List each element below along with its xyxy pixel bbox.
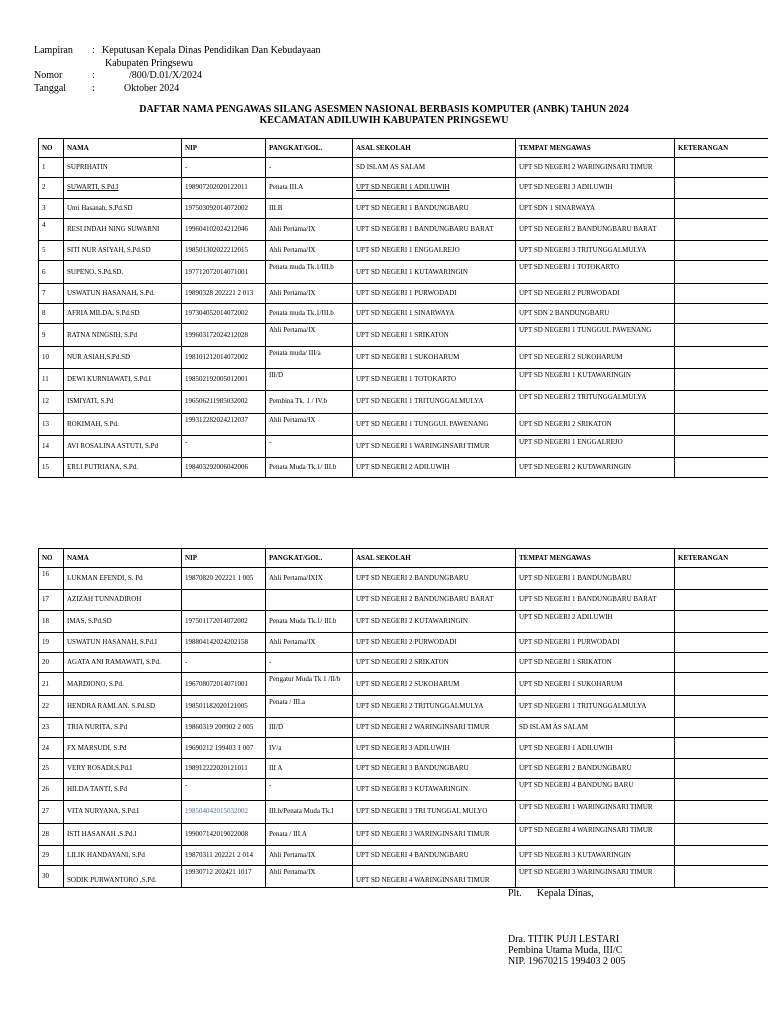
table-row xyxy=(39,458,768,478)
supervision-site: UPT SD NEGERI 3 KUTAWARINGIN xyxy=(516,845,675,865)
supervision-site: UPT SD NEGERI 2 SRIKATON xyxy=(516,413,675,435)
supervisor-name: SUPRIHATIN xyxy=(64,158,182,178)
origin-school: UPT SD NEGERI 1 TRITUNGGALMULYA xyxy=(353,391,516,413)
table-row xyxy=(39,632,768,652)
nip-value: 199604102024212046 xyxy=(182,218,266,240)
origin-school: UPT SD NEGERI 2 ADILUWIH xyxy=(353,458,516,478)
row-number: 21 xyxy=(39,673,64,695)
nip-value: 19860319 200902 2 005 xyxy=(182,718,266,738)
supervisor-name: LILIK HANDAYANI, S.Pd xyxy=(64,845,182,865)
table-row xyxy=(39,758,768,778)
row-number: 2 xyxy=(39,178,64,198)
table-row xyxy=(39,283,768,303)
supervision-site: UPT SD NEGERI 2 PURWODADI xyxy=(516,283,675,303)
supervision-site: UPT SD NEGERI 1 TRITUNGGALMULYA xyxy=(516,695,675,717)
supervisor-name: IMAS, S.Pd.SD xyxy=(64,610,182,632)
table-row xyxy=(39,368,768,390)
origin-school: UPT SD NEGERI 3 BANDUNGBARU xyxy=(353,758,516,778)
table-row xyxy=(39,568,768,590)
table-row xyxy=(39,391,768,413)
supervisor-name: HENDRA RAMLAN. S.Pd.SD xyxy=(64,695,182,717)
table-row xyxy=(39,590,768,610)
table-row xyxy=(39,673,768,695)
remarks xyxy=(675,866,768,888)
origin-school: UPT SD NEGERI 1 KUTAWARINGIN xyxy=(353,261,516,283)
column-header-no: NO xyxy=(39,139,64,158)
nip-value: 198804142024202158 xyxy=(182,632,266,652)
origin-school: UPT SD NEGERI 3 WARINGINSARI TIMUR xyxy=(353,823,516,845)
row-number: 29 xyxy=(39,845,64,865)
remarks xyxy=(675,304,768,324)
supervision-site: UPT SD NEGERI 1 ENGGALREJO xyxy=(516,435,675,457)
row-number: 3 xyxy=(39,198,64,218)
supervisor-name: MARDIONO, S.Pd. xyxy=(64,673,182,695)
column-header-nama: NAMA xyxy=(64,139,182,158)
nip-value: 199312282024212037 xyxy=(182,413,266,435)
nip-value: 197712072014071001 xyxy=(182,261,266,283)
remarks xyxy=(675,178,768,198)
origin-school: UPT SD NEGERI 2 SUKOHARUM xyxy=(353,673,516,695)
origin-school: UPT SD NEGERI 2 SRIKATON xyxy=(353,653,516,673)
supervisor-name: SUWARTI, S.Pd.I xyxy=(64,178,182,198)
supervision-site: UPT SD NEGERI 3 WARINGINSARI TIMUR xyxy=(516,866,675,888)
supervision-site: UPT SD NEGERI 2 BANDUNGBARU BARAT xyxy=(516,218,675,240)
table-row xyxy=(39,346,768,368)
supervisor-name: Umi Hasanah, S.Pd.SD xyxy=(64,198,182,218)
remarks xyxy=(675,391,768,413)
remarks xyxy=(675,368,768,390)
nip-value: 197304052014072002 xyxy=(182,304,266,324)
origin-school: UPT SD NEGERI 3 ADILUWIH xyxy=(353,738,516,758)
row-number: 30 xyxy=(39,866,64,888)
signature-nip: NIP. 19670215 199403 2 005 xyxy=(508,956,626,967)
colon: : xyxy=(92,70,95,81)
supervisor-name: SODIK PURWANTORO ,S.Pd. xyxy=(64,866,182,888)
nip-value: 198504042015032002 xyxy=(182,801,266,823)
remarks xyxy=(675,283,768,303)
nip-value: - xyxy=(182,653,266,673)
supervision-site: UPT SD NEGERI 2 ADILUWIH xyxy=(516,610,675,632)
rank-value: Ahli Pertama/IX xyxy=(266,218,353,240)
table-row xyxy=(39,823,768,845)
origin-school: UPT SD NEGERI 2 WARINGINSARI TIMUR xyxy=(353,718,516,738)
supervisor-name: ISMIYATI, S.Pd xyxy=(64,391,182,413)
table-row xyxy=(39,413,768,435)
signature-rank: Pembina Utama Muda, III/C xyxy=(508,945,623,956)
origin-school: UPT SD NEGERI 1 SRIKATON xyxy=(353,324,516,346)
supervision-site: UPT SD NEGERI 2 BANDUNGBARU xyxy=(516,758,675,778)
origin-school: UPT SD NEGERI 2 BANDUNGBARU BARAT xyxy=(353,590,516,610)
supervisor-name: LUKMAN EFENDI, S. Pd xyxy=(64,568,182,590)
supervision-site: UPT SD NEGERI 4 BANDUNG BARU xyxy=(516,778,675,800)
document-title: DAFTAR NAMA PENGAWAS SILANG ASESMEN NASIONAL BERBASIS KOMPUTER (ANBK) TAHUN 2024 xyxy=(139,104,629,115)
supervision-site: UPT SD NEGERI 3 ADILUWIH xyxy=(516,178,675,198)
remarks xyxy=(675,695,768,717)
nomor-value: /800/D.01/X/2024 xyxy=(129,70,203,81)
row-number: 13 xyxy=(39,413,64,435)
origin-school: UPT SD NEGERI 2 KUTAWARINGIN xyxy=(353,610,516,632)
row-number: 12 xyxy=(39,391,64,413)
supervision-site: UPT SD NEGERI 2 KUTAWARINGIN xyxy=(516,458,675,478)
origin-school: UPT SD NEGERI 2 BANDUNGBARU xyxy=(353,568,516,590)
rank-value: Penata muda Tk.1/III.b xyxy=(266,304,353,324)
column-header-asal-sekolah: ASAL SEKOLAH xyxy=(353,549,516,568)
row-number: 24 xyxy=(39,738,64,758)
supervision-site: UPT SD NEGERI 1 TOTOKARTO xyxy=(516,261,675,283)
row-number: 18 xyxy=(39,610,64,632)
supervision-site: UPT SD NEGERI 1 PURWODADI xyxy=(516,632,675,652)
rank-value: III/D xyxy=(266,718,353,738)
row-number: 16 xyxy=(39,568,64,590)
supervisor-name: DEWI KURNIAWATI, S.Pd.I xyxy=(64,368,182,390)
column-header-pangkat: PANGKAT/GOL. xyxy=(266,139,353,158)
origin-school: UPT SD NEGERI 4 WARINGINSARI TIMUR xyxy=(353,866,516,888)
tanggal-label: Tanggal xyxy=(34,82,67,94)
supervisor-name: ERLI PUTRIANA, S.Pd. xyxy=(64,458,182,478)
nip-value: 19890328 202221 2 013 xyxy=(182,283,266,303)
row-number: 25 xyxy=(39,758,64,778)
supervisor-table-1 xyxy=(38,138,768,478)
row-number: 26 xyxy=(39,778,64,800)
supervision-site: UPT SD NEGERI 1 SUKOHARUM xyxy=(516,673,675,695)
remarks xyxy=(675,458,768,478)
table-row xyxy=(39,738,768,758)
table-row xyxy=(39,218,768,240)
supervision-site: UPT SD NEGERI 1 KUTAWARINGIN xyxy=(516,368,675,390)
nip-value: 199007142019022008 xyxy=(182,823,266,845)
supervisor-table-2 xyxy=(38,548,768,888)
supervisor-name: RESI INDAH NING SUWARNI xyxy=(64,218,182,240)
origin-school: UPT SD NEGERI 1 TOTOKARTO xyxy=(353,368,516,390)
row-number: 5 xyxy=(39,241,64,261)
column-header-tempat-mengawas: TEMPAT MENGAWAS xyxy=(516,139,675,158)
supervisor-name: ROKIMAH, S.Pd. xyxy=(64,413,182,435)
supervisor-name: NUR ASIAH,S.Pd.SD xyxy=(64,346,182,368)
supervisor-name: VERY ROSADI,S.Pd.I xyxy=(64,758,182,778)
table-body-1 xyxy=(39,158,768,478)
table-header-row xyxy=(39,139,768,158)
table-row xyxy=(39,241,768,261)
supervision-site: UPT SD NEGERI 1 BANDUNGBARU xyxy=(516,568,675,590)
nip-value: 198501302022212015 xyxy=(182,241,266,261)
table-row xyxy=(39,158,768,178)
row-number: 14 xyxy=(39,435,64,457)
remarks xyxy=(675,346,768,368)
remarks xyxy=(675,801,768,823)
supervision-site: UPT SD NEGERI 3 TRITUNGGALMULYA xyxy=(516,241,675,261)
rank-value: Penata / III.a xyxy=(266,695,353,717)
row-number: 17 xyxy=(39,590,64,610)
supervision-site: UPT SD NEGERI 1 WARINGINSARI TIMUR xyxy=(516,801,675,823)
rank-value: Ahli Pertama/IX xyxy=(266,845,353,865)
nip-value: 198501182020121005 xyxy=(182,695,266,717)
nip-value: 198101212014072002 xyxy=(182,346,266,368)
supervision-site: UPT SD NEGERI 2 SUKOHARUM xyxy=(516,346,675,368)
table-row xyxy=(39,261,768,283)
rank-value: III A xyxy=(266,758,353,778)
remarks xyxy=(675,823,768,845)
rank-value: Ahli Pertama/IX xyxy=(266,632,353,652)
nip-value: 196708072014071001 xyxy=(182,673,266,695)
table-row xyxy=(39,198,768,218)
nip-value: 198907202020122011 xyxy=(182,178,266,198)
rank-value: Ahli Pertama/IX xyxy=(266,413,353,435)
supervisor-name: USWATUN HASANAH, S.Pd.I xyxy=(64,632,182,652)
rank-value xyxy=(266,590,353,610)
document-subtitle: KECAMATAN ADILUWIH KABUPATEN PRINGSEWU xyxy=(259,115,509,126)
remarks xyxy=(675,653,768,673)
supervisor-name: FX MARSUDI, S.Pd xyxy=(64,738,182,758)
supervisor-name: AZIZAH TUNNADIROH xyxy=(64,590,182,610)
column-header-nip: NIP xyxy=(182,549,266,568)
row-number: 7 xyxy=(39,283,64,303)
origin-school: UPT SD NEGERI 1 BANDUNGBARU BARAT xyxy=(353,218,516,240)
nip-value: - xyxy=(182,778,266,800)
remarks xyxy=(675,158,768,178)
column-header-no: NO xyxy=(39,549,64,568)
nip-value: - xyxy=(182,158,266,178)
row-number: 6 xyxy=(39,261,64,283)
rank-value: Ahli Pertama/IX xyxy=(266,866,353,888)
signature-role: Kepala Dinas, xyxy=(537,888,594,899)
row-number: 23 xyxy=(39,718,64,738)
row-number: 10 xyxy=(39,346,64,368)
remarks xyxy=(675,632,768,652)
row-number: 20 xyxy=(39,653,64,673)
remarks xyxy=(675,738,768,758)
row-number: 19 xyxy=(39,632,64,652)
supervisor-name: AGATA ANI RAMAWATI, S.Pd. xyxy=(64,653,182,673)
origin-school: SD ISLAM AS SALAM xyxy=(353,158,516,178)
signature-name: Dra. TITIK PUJI LESTARI xyxy=(508,934,620,945)
supervisor-name: TRIA NURITA, S.Pd xyxy=(64,718,182,738)
rank-value: Ahli Pertama/IX xyxy=(266,324,353,346)
table-body-2 xyxy=(39,568,768,888)
remarks xyxy=(675,718,768,738)
row-number: 1 xyxy=(39,158,64,178)
table-row xyxy=(39,324,768,346)
origin-school: UPT SD NEGERI 2 TRITUNGGALMULYA xyxy=(353,695,516,717)
rank-value: - xyxy=(266,158,353,178)
lampiran-value-line2: Kabupaten Pringsewu xyxy=(105,57,194,69)
table-row xyxy=(39,845,768,865)
column-header-keterangan: KETERANGAN xyxy=(675,549,768,568)
lampiran-value: Keputusan Kepala Dinas Pendidikan Dan Kebudayaan xyxy=(102,45,321,56)
remarks xyxy=(675,218,768,240)
supervision-site: UPT SD NEGERI 2 WARINGINSARI TIMUR xyxy=(516,158,675,178)
origin-school: UPT SD NEGERI 1 BANDUNGBARU xyxy=(353,198,516,218)
nip-value: 19690212 199403 1 007 xyxy=(182,738,266,758)
rank-value: III/D xyxy=(266,368,353,390)
supervisor-name: USWATUN HASANAH, S.Pd. xyxy=(64,283,182,303)
remarks xyxy=(675,845,768,865)
rank-value: - xyxy=(266,435,353,457)
rank-value: - xyxy=(266,653,353,673)
rank-value: Pembina Tk. 1 / IV.b xyxy=(266,391,353,413)
nip-value: 19870311 202221 2 014 xyxy=(182,845,266,865)
rank-value: Penata Muda Tk.1/ III.b xyxy=(266,610,353,632)
rank-value: IV/a xyxy=(266,738,353,758)
row-number: 28 xyxy=(39,823,64,845)
nip-value: 197503092014072002 xyxy=(182,198,266,218)
column-header-nama: NAMA xyxy=(64,549,182,568)
supervisor-name: SITI NUR ASIYAH, S.Pd.SD xyxy=(64,241,182,261)
supervisor-name: AFRIA MILDA, S.Pd.SD xyxy=(64,304,182,324)
rank-value: Penata Muda Tk.1/ III.b xyxy=(266,458,353,478)
document-header xyxy=(34,45,321,95)
rank-value: Ahli Pertama/IX xyxy=(266,241,353,261)
colon: : xyxy=(92,45,95,56)
supervision-site: UPT SDN 2 BANDUNGBARU xyxy=(516,304,675,324)
origin-school: UPT SD NEGERI 4 BANDUNGBARU xyxy=(353,845,516,865)
supervision-site: UPT SD NEGERI 1 BANDUNGBARU BARAT xyxy=(516,590,675,610)
supervisor-name: SUPENO, S.Pd.SD. xyxy=(64,261,182,283)
nip-value xyxy=(182,590,266,610)
nip-value: - xyxy=(182,435,266,457)
supervisor-name: HILDA TANTI, S.Pd xyxy=(64,778,182,800)
origin-school: UPT SD NEGERI 1 PURWODADI xyxy=(353,283,516,303)
row-number: 9 xyxy=(39,324,64,346)
remarks xyxy=(675,241,768,261)
table-row xyxy=(39,435,768,457)
supervision-site: UPT SDN 1 SINARWAYA xyxy=(516,198,675,218)
nip-value: 198403292006042006 xyxy=(182,458,266,478)
supervision-site: UPT SD NEGERI 1 TUNGGUL PAWENANG xyxy=(516,324,675,346)
origin-school: UPT SD NEGERI 3 TRI TUNGGAL MULYO xyxy=(353,801,516,823)
rank-value: - xyxy=(266,778,353,800)
nip-value: 199603172024212028 xyxy=(182,324,266,346)
rank-value: Penata muda/ III/a xyxy=(266,346,353,368)
column-header-tempat-mengawas: TEMPAT MENGAWAS xyxy=(516,549,675,568)
remarks xyxy=(675,413,768,435)
table-row xyxy=(39,778,768,800)
table-row xyxy=(39,178,768,198)
column-header-keterangan: KETERANGAN xyxy=(675,139,768,158)
table-row xyxy=(39,801,768,823)
rank-value: Penata III.A xyxy=(266,178,353,198)
rank-value: Ahli Pertama/IX xyxy=(266,283,353,303)
row-number: 8 xyxy=(39,304,64,324)
supervisor-name: AVI ROSALINA ASTUTI, S.Pd xyxy=(64,435,182,457)
nip-value: 19930712 202421 1017 xyxy=(182,866,266,888)
origin-school: UPT SD NEGERI 1 SINARWAYA xyxy=(353,304,516,324)
rank-value: Penata muda Tk.1/III.b xyxy=(266,261,353,283)
row-number: 4 xyxy=(39,218,64,240)
rank-value: III.B xyxy=(266,198,353,218)
rank-value: Ahli Pertama/IXIX xyxy=(266,568,353,590)
nip-value: 196506211985032002 xyxy=(182,391,266,413)
table-row xyxy=(39,866,768,888)
rank-value: Pengatur Muda Tk 1 /II/b xyxy=(266,673,353,695)
table-row xyxy=(39,718,768,738)
supervisor-name: VITA NURYANA, S.Pd.I xyxy=(64,801,182,823)
rank-value: Penata / III.A xyxy=(266,823,353,845)
supervision-site: UPT SD NEGERI 4 WARINGINSARI TIMUR xyxy=(516,823,675,845)
nomor-label: Nomor xyxy=(34,70,63,81)
origin-school: UPT SD NEGERI 1 TUNGGUL PAWENANG xyxy=(353,413,516,435)
origin-school: UPT SD NEGERI 1 WARINGINSARI TIMUR xyxy=(353,435,516,457)
remarks xyxy=(675,590,768,610)
remarks xyxy=(675,198,768,218)
supervision-site: SD ISLAM AS SALAM xyxy=(516,718,675,738)
origin-school: UPT SD NEGERI 1 ADILUWIH xyxy=(353,178,516,198)
remarks xyxy=(675,324,768,346)
remarks xyxy=(675,758,768,778)
remarks xyxy=(675,778,768,800)
signature-plt: Plt. xyxy=(508,888,522,899)
colon: : xyxy=(92,82,95,94)
supervision-site: UPT SD NEGERI 1 SRIKATON xyxy=(516,653,675,673)
origin-school: UPT SD NEGERI 1 ENGGALREJO xyxy=(353,241,516,261)
origin-school: UPT SD NEGERI 2 PURWODADI xyxy=(353,632,516,652)
remarks xyxy=(675,261,768,283)
supervisor-name: ISTI HASANAH ,S.Pd.I xyxy=(64,823,182,845)
remarks xyxy=(675,435,768,457)
rank-value: III.b/Penata Muda Tk.I xyxy=(266,801,353,823)
tanggal-value: Oktober 2024 xyxy=(124,82,180,94)
column-header-asal-sekolah: ASAL SEKOLAH xyxy=(353,139,516,158)
nip-value: 19870820 202221 1 005 xyxy=(182,568,266,590)
nip-value: 198912222020121011 xyxy=(182,758,266,778)
supervision-site: UPT SD NEGERI 2 TRITUNGGALMULYA xyxy=(516,391,675,413)
table-row xyxy=(39,695,768,717)
table-row xyxy=(39,653,768,673)
table-row xyxy=(39,304,768,324)
supervisor-name: RATNA NINGSIH, S.Pd xyxy=(64,324,182,346)
remarks xyxy=(675,673,768,695)
table-row xyxy=(39,610,768,632)
remarks xyxy=(675,568,768,590)
column-header-pangkat: PANGKAT/GOL. xyxy=(266,549,353,568)
table-header-row xyxy=(39,549,768,568)
lampiran-label: Lampiran xyxy=(34,45,73,56)
column-header-nip: NIP xyxy=(182,139,266,158)
supervision-site: UPT SD NEGERI 1 ADILUWIH xyxy=(516,738,675,758)
nip-value: 198502192005012001 xyxy=(182,368,266,390)
origin-school: UPT SD NEGERI 3 KUTAWARINGIN xyxy=(353,778,516,800)
row-number: 22 xyxy=(39,695,64,717)
nip-value: 197501172014072002 xyxy=(182,610,266,632)
row-number: 27 xyxy=(39,801,64,823)
remarks xyxy=(675,610,768,632)
row-number: 11 xyxy=(39,368,64,390)
origin-school: UPT SD NEGERI 1 SUKOHARUM xyxy=(353,346,516,368)
row-number: 15 xyxy=(39,458,64,478)
